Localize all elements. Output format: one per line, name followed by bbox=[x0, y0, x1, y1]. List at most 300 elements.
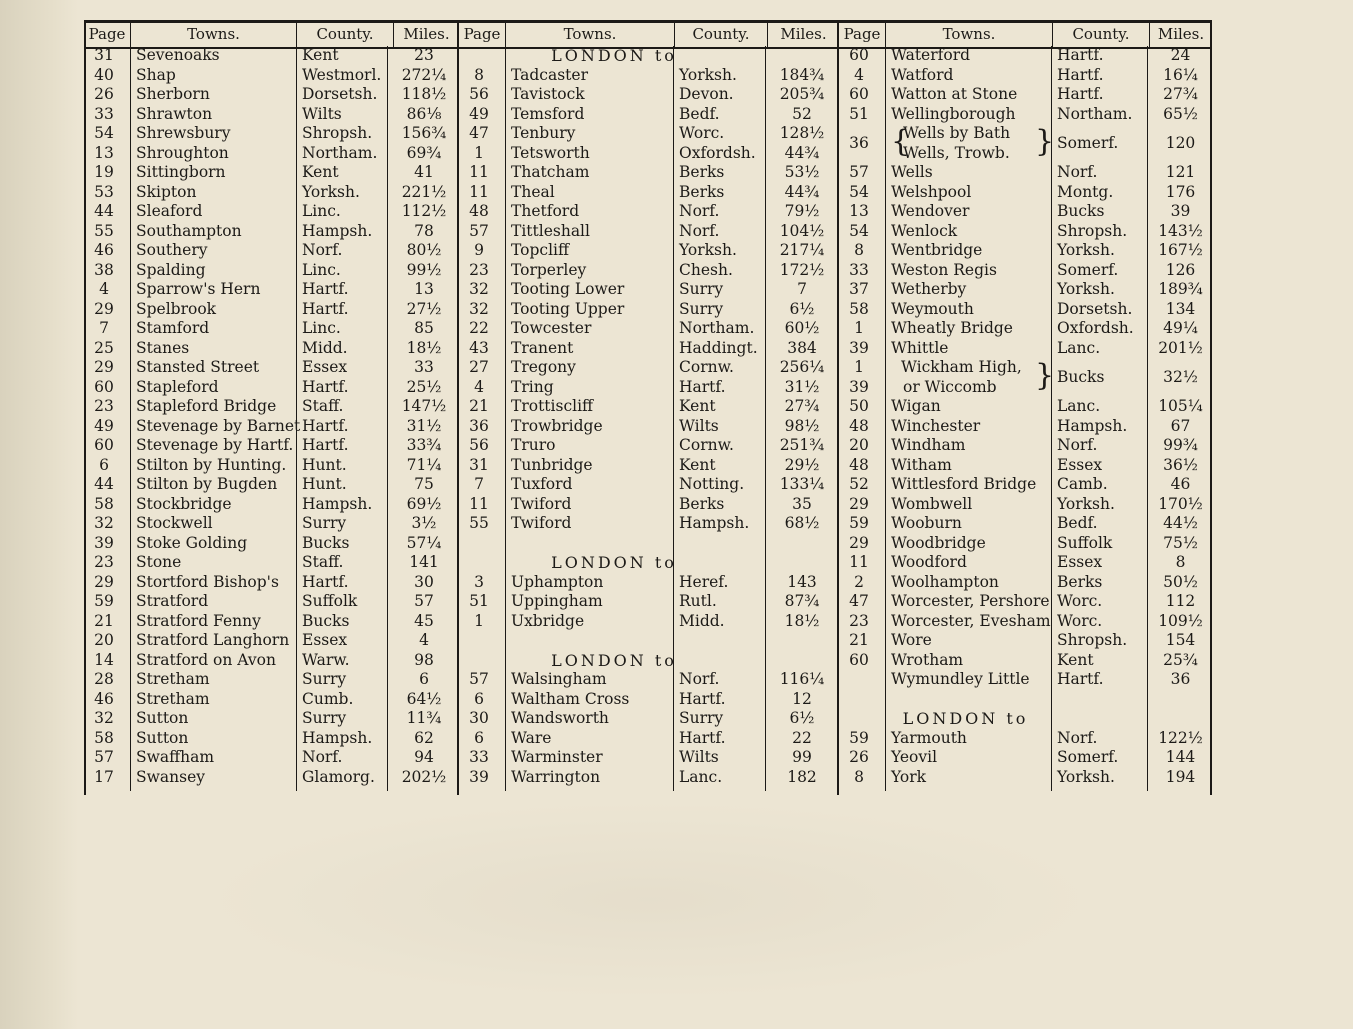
town-name: Wells bbox=[891, 163, 933, 181]
table-left-border bbox=[84, 20, 86, 795]
county-name: Wilts bbox=[679, 416, 719, 435]
miles-value: 3½ bbox=[411, 514, 437, 532]
table-row bbox=[84, 183, 459, 203]
miles-value: 65½ bbox=[1163, 104, 1198, 123]
page-number: 44 bbox=[94, 475, 114, 493]
county-name: Cornw. bbox=[679, 436, 734, 454]
miles-value: 154 bbox=[1165, 631, 1196, 649]
county-name: Wilts bbox=[679, 748, 719, 766]
page-number: 55 bbox=[469, 514, 489, 532]
table-row bbox=[459, 105, 839, 125]
town-name: Shrewsbury bbox=[136, 124, 231, 142]
town-name: Truro bbox=[511, 436, 556, 454]
miles-value: 201½ bbox=[1158, 338, 1203, 357]
miles-value: 71¼ bbox=[406, 455, 442, 474]
miles-value: 44¾ bbox=[784, 182, 820, 201]
town-name-line-2: or Wiccomb bbox=[903, 377, 997, 396]
table-row bbox=[839, 222, 1212, 242]
table-row bbox=[839, 729, 1212, 749]
town-name: Stratford Fenny bbox=[136, 611, 261, 630]
page-number: 1 bbox=[854, 358, 864, 376]
page-number: 25 bbox=[94, 338, 114, 357]
miles-value: 24 bbox=[1170, 46, 1191, 64]
miles-value: 35 bbox=[792, 494, 812, 513]
table-row bbox=[84, 553, 459, 573]
miles-value: 87¾ bbox=[784, 592, 820, 610]
table-row bbox=[84, 397, 459, 417]
table-row bbox=[84, 319, 459, 339]
county-name: Shropsh. bbox=[302, 124, 373, 142]
town-name: Uppingham bbox=[511, 592, 603, 610]
miles-value: 167½ bbox=[1158, 241, 1203, 259]
miles-value: 49¼ bbox=[1163, 319, 1198, 337]
table-row bbox=[84, 144, 459, 164]
miles-value: 143 bbox=[787, 572, 817, 591]
page-number: 8 bbox=[474, 65, 484, 84]
table-row bbox=[839, 261, 1212, 281]
county-name: Worc. bbox=[1057, 592, 1103, 610]
county-name: Hartf. bbox=[679, 377, 726, 396]
table-row bbox=[84, 573, 459, 593]
county-name: Cornw. bbox=[679, 358, 734, 376]
county-name: Cumb. bbox=[302, 689, 354, 708]
page-number: 57 bbox=[849, 163, 869, 181]
miles-value: 33 bbox=[414, 358, 434, 376]
miles-value: 33¾ bbox=[406, 436, 442, 454]
header-towns: Towns. bbox=[506, 23, 675, 47]
miles-value: 86⅛ bbox=[406, 104, 442, 123]
page-number: 14 bbox=[94, 650, 114, 669]
town-name: Watton at Stone bbox=[891, 85, 1018, 103]
table-row bbox=[459, 241, 839, 261]
county-name: Kent bbox=[679, 397, 716, 415]
miles-value: 29½ bbox=[784, 455, 820, 474]
county-name: Norf. bbox=[679, 202, 720, 220]
page-number: 48 bbox=[849, 416, 869, 435]
table-row bbox=[84, 261, 459, 281]
page-number-line-2: 39 bbox=[849, 377, 869, 396]
table-row bbox=[459, 748, 839, 768]
page-number: 1 bbox=[474, 143, 484, 162]
county-name: Yorksh. bbox=[1057, 280, 1115, 298]
town-name: Wendover bbox=[891, 202, 970, 220]
county-name: Yorksh. bbox=[1057, 494, 1115, 513]
page-number: 17 bbox=[94, 767, 114, 786]
table-row bbox=[84, 85, 459, 105]
town-name: Thatcham bbox=[511, 163, 590, 181]
town-name: Worcester, Pershore bbox=[891, 592, 1050, 610]
page-number: 59 bbox=[849, 514, 869, 532]
page-number: 11 bbox=[469, 182, 489, 201]
miles-value: 120 bbox=[1165, 133, 1196, 152]
town-name: Winchester bbox=[891, 416, 981, 435]
brace-right: } bbox=[1035, 124, 1055, 159]
county-name: Hartf. bbox=[679, 728, 726, 747]
column-1-header bbox=[84, 20, 459, 49]
miles-value: 221½ bbox=[401, 182, 447, 201]
county-name: Yorksh. bbox=[679, 241, 737, 259]
town-name: Stortford Bishop's bbox=[136, 572, 279, 591]
page-number: 28 bbox=[94, 670, 114, 688]
table-row bbox=[84, 670, 459, 690]
page-number: 23 bbox=[469, 260, 489, 279]
miles-value: 109½ bbox=[1158, 611, 1203, 630]
miles-value: 13 bbox=[414, 280, 434, 298]
county-name: Norf. bbox=[1057, 436, 1098, 454]
miles-value: 31½ bbox=[406, 416, 442, 435]
table-row bbox=[459, 729, 839, 749]
header-towns: Towns. bbox=[886, 23, 1053, 47]
town-name: Wrotham bbox=[891, 650, 964, 669]
town-name: Stoke Golding bbox=[136, 533, 248, 552]
page-number: 8 bbox=[854, 767, 864, 786]
page-number: 13 bbox=[94, 143, 114, 162]
miles-value: 44½ bbox=[1163, 514, 1198, 532]
miles-value: 6 bbox=[419, 670, 429, 688]
page-number: 58 bbox=[94, 494, 114, 513]
table-row bbox=[839, 436, 1212, 456]
page-number: 23 bbox=[849, 611, 869, 630]
county-name: Worc. bbox=[1057, 611, 1103, 630]
town-name: Skipton bbox=[136, 182, 197, 201]
table-row bbox=[84, 495, 459, 515]
page-number: 6 bbox=[474, 728, 484, 747]
miles-value: 121 bbox=[1165, 163, 1196, 181]
page-number: 53 bbox=[94, 182, 114, 201]
town-name: Stretham bbox=[136, 689, 210, 708]
town-name: Warrington bbox=[511, 767, 601, 786]
column-3-header bbox=[839, 20, 1212, 49]
header-miles: Miles. bbox=[1157, 25, 1205, 43]
town-name: Tetsworth bbox=[511, 143, 590, 162]
table-row bbox=[459, 397, 839, 417]
town-name: Stretham bbox=[136, 670, 210, 688]
page-number: 23 bbox=[94, 397, 114, 415]
town-name: Walsingham bbox=[511, 670, 607, 688]
table-row bbox=[459, 358, 839, 378]
county-name: Shropsh. bbox=[1057, 221, 1128, 240]
page-number: 21 bbox=[94, 611, 114, 630]
miles-value: 85 bbox=[414, 319, 434, 337]
table-row bbox=[839, 612, 1212, 632]
county-name: Berks bbox=[1057, 572, 1103, 591]
town-name: Stevenage by Barnet bbox=[136, 416, 301, 435]
county-name: Essex bbox=[1057, 455, 1103, 474]
county-name: Hartf. bbox=[302, 299, 349, 318]
table-row bbox=[459, 339, 839, 359]
county-name: Northam. bbox=[1057, 104, 1133, 123]
page-number: 8 bbox=[854, 241, 864, 259]
table-row bbox=[84, 534, 459, 554]
page-number: 7 bbox=[474, 475, 484, 493]
county-name: Devon. bbox=[679, 85, 734, 103]
town-name: Topcliff bbox=[511, 241, 569, 259]
miles-value: 143½ bbox=[1158, 221, 1203, 240]
miles-value: 64½ bbox=[406, 689, 442, 708]
county-name: Hartf. bbox=[1057, 85, 1104, 103]
miles-value: 25½ bbox=[406, 377, 442, 396]
town-name: Theal bbox=[511, 182, 555, 201]
table-row bbox=[459, 300, 839, 320]
county-name: Essex bbox=[1057, 553, 1103, 571]
page-number: 60 bbox=[849, 85, 869, 103]
county-name: Lanc. bbox=[1057, 338, 1101, 357]
town-name: Southery bbox=[136, 241, 208, 259]
page-number: 13 bbox=[849, 202, 869, 220]
miles-value: 8 bbox=[1175, 553, 1186, 571]
town-name: Wandsworth bbox=[511, 709, 609, 727]
table-row bbox=[459, 514, 839, 534]
table-row bbox=[84, 456, 459, 476]
county-name: Oxfordsh. bbox=[1057, 319, 1134, 337]
page-number: 1 bbox=[474, 611, 484, 630]
miles-value: 53½ bbox=[784, 163, 820, 181]
table-row bbox=[84, 378, 459, 398]
town-name: Tuxford bbox=[511, 475, 573, 493]
page-number: 59 bbox=[849, 728, 869, 747]
table-row bbox=[84, 105, 459, 125]
table-row bbox=[84, 729, 459, 749]
bleed-through-shading bbox=[200, 800, 1100, 1000]
page-number: 36 bbox=[849, 133, 869, 152]
miles-value: 57¼ bbox=[406, 533, 442, 552]
county-name: Norf. bbox=[1057, 728, 1098, 747]
table-column-2 bbox=[459, 20, 839, 795]
county-name: Haddingt. bbox=[679, 338, 758, 357]
table-row bbox=[84, 163, 459, 183]
miles-value: 272¼ bbox=[401, 65, 447, 84]
table-row bbox=[84, 690, 459, 710]
county-name: Yorksh. bbox=[1057, 241, 1115, 259]
column-2-header bbox=[459, 20, 839, 49]
county-name: Surry bbox=[679, 299, 724, 318]
table-row bbox=[839, 495, 1212, 515]
page-number: 51 bbox=[469, 592, 489, 610]
page-number: 49 bbox=[94, 416, 114, 435]
town-name: York bbox=[891, 767, 927, 786]
miles-value: 105¼ bbox=[1158, 397, 1203, 415]
county-name: Linc. bbox=[302, 202, 341, 220]
miles-value: 141 bbox=[409, 553, 439, 571]
miles-value: 12 bbox=[792, 689, 812, 708]
town-name: Trowbridge bbox=[511, 416, 603, 435]
table-row bbox=[459, 670, 839, 690]
table-row bbox=[84, 241, 459, 261]
town-name: Stilton by Hunting. bbox=[136, 455, 287, 474]
county-name: Suffolk bbox=[1057, 533, 1113, 552]
page-number: 29 bbox=[94, 572, 114, 591]
town-name: Wittlesford Bridge bbox=[891, 475, 1037, 493]
table-row bbox=[459, 612, 839, 632]
table-row bbox=[839, 358, 1212, 397]
miles-value: 217¼ bbox=[779, 241, 825, 259]
town-name: Stapleford bbox=[136, 377, 219, 396]
county-name: Hartf. bbox=[302, 416, 349, 435]
miles-value: 104½ bbox=[779, 221, 825, 240]
miles-value: 80½ bbox=[406, 241, 442, 259]
county-name: Wilts bbox=[302, 104, 342, 123]
town-name: Wymundley Little bbox=[891, 670, 1030, 688]
miles-value: 133¼ bbox=[779, 475, 825, 493]
town-name: Stansted Street bbox=[136, 358, 260, 376]
miles-value: 69¾ bbox=[406, 143, 442, 162]
miles-value: 182 bbox=[787, 767, 817, 786]
county-name: Hampsh. bbox=[302, 728, 373, 747]
table-row bbox=[84, 222, 459, 242]
county-name: Kent bbox=[302, 163, 339, 181]
town-name: Warminster bbox=[511, 748, 603, 766]
table-row bbox=[459, 495, 839, 515]
county-name: Hampsh. bbox=[679, 514, 750, 532]
county-name: Hartf. bbox=[302, 572, 349, 591]
page-number: 60 bbox=[94, 436, 114, 454]
table-row bbox=[84, 280, 459, 300]
town-name: Wooburn bbox=[891, 514, 962, 532]
county-name: Hampsh. bbox=[302, 494, 373, 513]
town-name: Stamford bbox=[136, 319, 210, 337]
miles-value: 122½ bbox=[1158, 728, 1203, 747]
county-name: Berks bbox=[679, 163, 725, 181]
miles-value: 98½ bbox=[784, 416, 820, 435]
table-row bbox=[84, 768, 459, 788]
table-row bbox=[459, 475, 839, 495]
page-number: 47 bbox=[849, 592, 869, 610]
page-number: 39 bbox=[94, 533, 114, 552]
county-name: Surry bbox=[302, 709, 347, 727]
county-name: Rutl. bbox=[679, 592, 717, 610]
county-name: Surry bbox=[302, 514, 347, 532]
town-name: Stapleford Bridge bbox=[136, 397, 277, 415]
town-name: Yarmouth bbox=[891, 728, 967, 747]
page-number: 4 bbox=[854, 65, 864, 84]
page-number: 55 bbox=[94, 221, 114, 240]
brace-left: { bbox=[891, 124, 911, 159]
table-row bbox=[84, 592, 459, 612]
county-name: Bucks bbox=[302, 533, 350, 552]
county-name: Kent bbox=[679, 455, 716, 474]
page-number: 57 bbox=[94, 748, 114, 766]
miles-value: 11¾ bbox=[406, 709, 442, 727]
county-name: Glamorg. bbox=[302, 767, 375, 786]
county-name: Hartf. bbox=[1057, 65, 1104, 84]
county-name: Bucks bbox=[1057, 202, 1105, 220]
town-name: Windham bbox=[891, 436, 966, 454]
page-number: 60 bbox=[849, 650, 869, 669]
town-name: Whittle bbox=[891, 338, 949, 357]
county-name: Bedf. bbox=[679, 104, 720, 123]
county-name: Hartf. bbox=[679, 689, 726, 708]
table-row bbox=[459, 280, 839, 300]
town-name: Wigan bbox=[891, 397, 941, 415]
table-row bbox=[459, 709, 839, 729]
county-name: Kent bbox=[302, 46, 339, 64]
miles-value: 18½ bbox=[784, 611, 820, 630]
town-name: Stratford Langhorn bbox=[136, 631, 290, 649]
town-name: Sherborn bbox=[136, 85, 210, 103]
table-row bbox=[459, 222, 839, 242]
town-name: Wombwell bbox=[891, 494, 973, 513]
town-name: Stanes bbox=[136, 338, 190, 357]
county-name: Hunt. bbox=[302, 475, 347, 493]
table-row bbox=[459, 573, 839, 593]
town-name: Tooting Upper bbox=[511, 299, 625, 318]
town-name: Wells by Bath bbox=[903, 124, 1011, 142]
town-name: Tadcaster bbox=[511, 65, 588, 84]
table-row bbox=[459, 436, 839, 456]
miles-value: 384 bbox=[787, 338, 817, 357]
table-row bbox=[839, 163, 1212, 183]
page-number: 48 bbox=[469, 202, 489, 220]
table-row bbox=[84, 202, 459, 222]
miles-value: 36½ bbox=[1163, 455, 1198, 474]
page-number: 21 bbox=[469, 397, 489, 415]
county-name: Northam. bbox=[302, 143, 378, 162]
table-row bbox=[84, 300, 459, 320]
county-name: Linc. bbox=[302, 260, 341, 279]
table-row bbox=[459, 319, 839, 339]
table-row bbox=[839, 202, 1212, 222]
table-row bbox=[459, 378, 839, 398]
county-name: Staff. bbox=[302, 397, 344, 415]
county-name: Essex bbox=[302, 358, 348, 376]
page-number: 31 bbox=[469, 455, 489, 474]
county-name: Norf. bbox=[302, 748, 343, 766]
header-page: Page bbox=[839, 23, 886, 47]
miles-value: 44¾ bbox=[784, 143, 820, 162]
town-name: Shrawton bbox=[136, 104, 213, 123]
county-name: Lanc. bbox=[1057, 397, 1101, 415]
miles-value: 79½ bbox=[784, 202, 820, 220]
page-number: 54 bbox=[94, 124, 114, 142]
table-row bbox=[459, 261, 839, 281]
table-row bbox=[839, 417, 1212, 437]
page-number: 31 bbox=[94, 46, 114, 64]
page-number: 7 bbox=[99, 319, 109, 337]
brace-right: } bbox=[1035, 358, 1055, 393]
town-name: Wore bbox=[891, 631, 932, 649]
miles-value: 50½ bbox=[1163, 572, 1198, 591]
page-number: 58 bbox=[94, 728, 114, 747]
page-number: 36 bbox=[469, 416, 489, 435]
page-number: 29 bbox=[849, 494, 869, 513]
town-name: Temsford bbox=[511, 104, 585, 123]
page-number: 43 bbox=[469, 338, 489, 357]
page-number: 9 bbox=[474, 241, 484, 259]
town-name: Wickham High, bbox=[901, 358, 1022, 376]
miles-value: 67 bbox=[1170, 416, 1191, 435]
county-name: Hartf. bbox=[302, 377, 349, 396]
miles-value: 189¾ bbox=[1158, 280, 1203, 298]
county-name: Hampsh. bbox=[1057, 416, 1128, 435]
county-name: Notting. bbox=[679, 475, 745, 493]
town-name: Spalding bbox=[136, 260, 206, 279]
table-row bbox=[459, 768, 839, 788]
county-name: Yorksh. bbox=[302, 182, 360, 201]
county-name: Shropsh. bbox=[1057, 631, 1128, 649]
miles-value: 22 bbox=[792, 728, 812, 747]
page-number: 33 bbox=[469, 748, 489, 766]
section-heading: LONDON to bbox=[551, 46, 677, 65]
page-number: 46 bbox=[94, 241, 114, 259]
town-name: Watford bbox=[891, 65, 954, 84]
miles-value: 18½ bbox=[406, 338, 442, 357]
miles-value: 69½ bbox=[406, 494, 442, 513]
town-name: Waltham Cross bbox=[511, 689, 630, 708]
table-row bbox=[839, 183, 1212, 203]
page-number: 6 bbox=[474, 689, 484, 708]
miles-value: 6½ bbox=[789, 299, 815, 318]
page-number: 48 bbox=[849, 455, 869, 474]
